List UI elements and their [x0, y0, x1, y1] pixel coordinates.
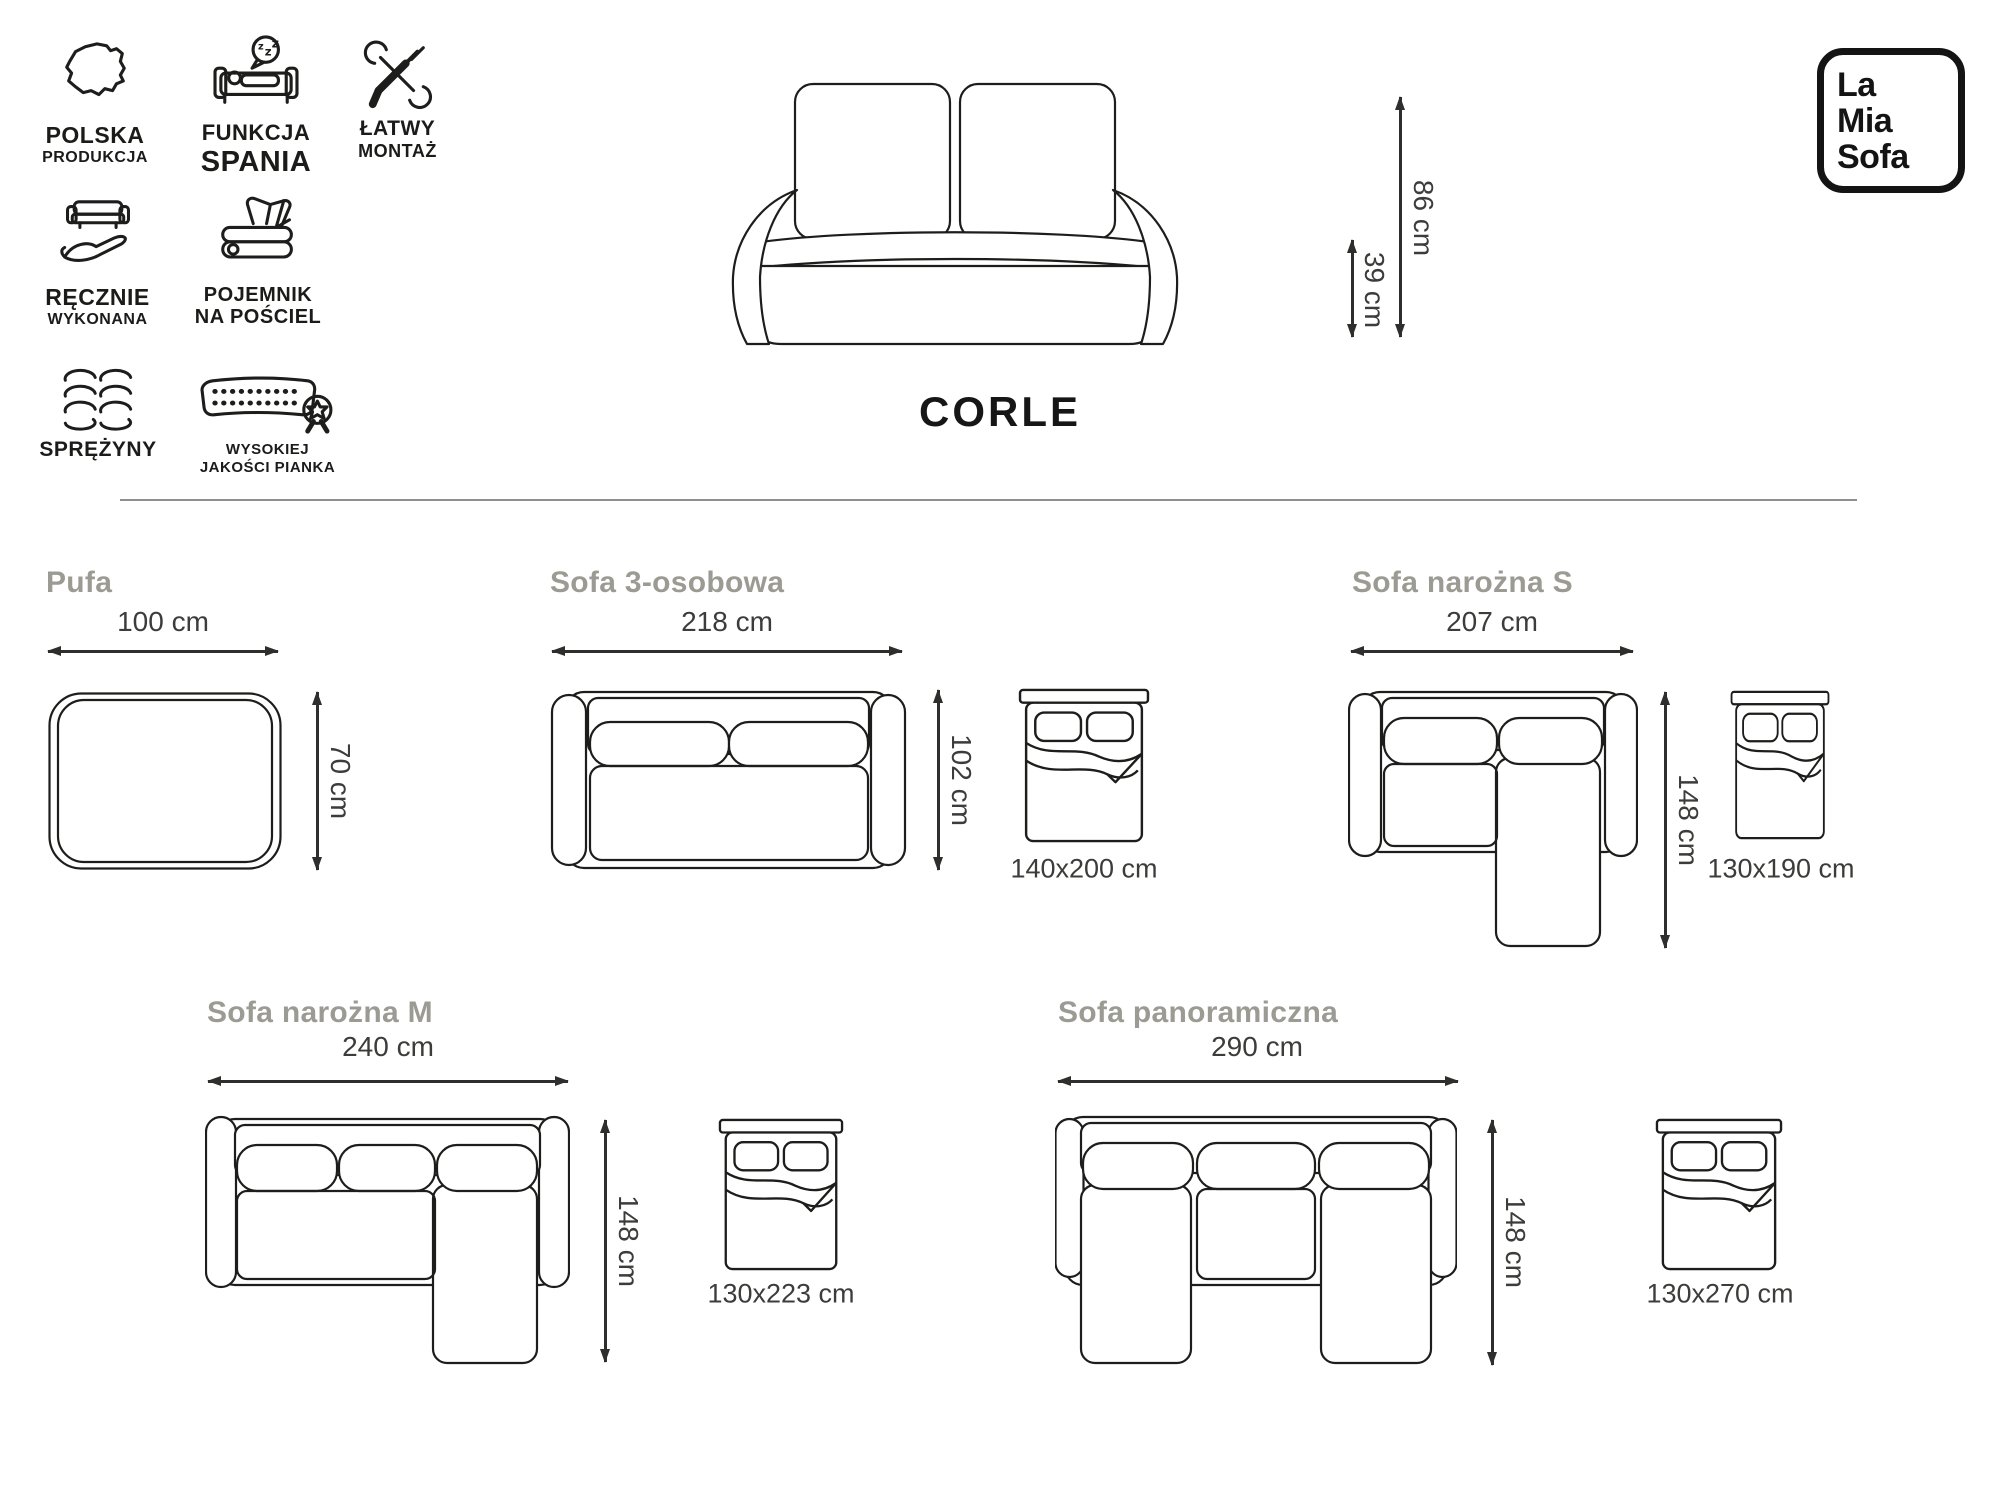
- variant-title-sofa-3: Sofa 3-osobowa: [550, 566, 785, 599]
- svg-text:z: z: [264, 44, 272, 59]
- handmade-icon: [55, 198, 141, 278]
- feature-label: FUNKCJA: [201, 120, 311, 145]
- svg-text:z: z: [271, 35, 280, 51]
- feature-label: RĘCZNIE: [45, 284, 150, 310]
- variant-title-narozna-s: Sofa narożna S: [1352, 566, 1573, 599]
- sofa3-top-view-drawing: [550, 688, 907, 872]
- pano-width-label: 290 cm: [1211, 1031, 1303, 1062]
- pano-depth-arrow: [1491, 1120, 1494, 1365]
- feature-label: WYSOKIEJ: [225, 441, 310, 458]
- naroznam-bed-icon: [718, 1118, 844, 1271]
- pufa-depth-label: 70 cm: [325, 742, 356, 820]
- variant-title-panoramiczna: Sofa panoramiczna: [1058, 996, 1339, 1029]
- feature-sublabel: SPANIA: [200, 145, 312, 178]
- section-divider: [120, 499, 1857, 501]
- feature-sublabel: WYKONANA: [47, 310, 148, 328]
- feature-sprezyny: [18, 365, 178, 462]
- sofa3-depth-label: 102 cm: [946, 734, 977, 826]
- total-height-arrow: [1399, 97, 1402, 337]
- poland-map-icon: [56, 38, 134, 116]
- variant-title-narozna-m: Sofa narożna M: [207, 996, 433, 1029]
- brand-logo: [1817, 48, 1965, 193]
- feature-recznie-wykonana: [15, 198, 180, 329]
- svg-text:z: z: [257, 41, 264, 53]
- naroznam-depth-label: 148 cm: [613, 1195, 644, 1287]
- pano-top-view-drawing: [1055, 1115, 1457, 1367]
- naroznas-bed-label: 130x190 cm: [1707, 853, 1855, 884]
- springs-icon: [56, 365, 140, 431]
- feature-label: SPRĘŻYNY: [39, 438, 157, 461]
- feature-funkcja-spania: [172, 34, 340, 179]
- naroznam-depth-arrow: [604, 1120, 607, 1362]
- pano-bed-icon: [1655, 1118, 1783, 1271]
- seat-height-label: 39 cm: [1359, 251, 1390, 329]
- naroznas-depth-label: 148 cm: [1673, 774, 1704, 866]
- feature-label: POLSKA: [45, 122, 145, 148]
- naroznam-width-arrow: [208, 1080, 568, 1083]
- assembly-tools-icon: [363, 40, 433, 110]
- feature-sublabel: PRODUKCJA: [42, 148, 148, 166]
- variant-title-pufa: Pufa: [46, 566, 113, 599]
- pufa-width-arrow: [48, 650, 278, 653]
- product-name: CORLE: [919, 388, 1081, 435]
- feature-polska-produkcja: [15, 38, 175, 167]
- pano-bed-label: 130x270 cm: [1646, 1278, 1794, 1309]
- sofa3-bed-icon: [1018, 688, 1150, 843]
- naroznas-width-label: 207 cm: [1446, 606, 1538, 637]
- bedding-container-icon: [215, 195, 301, 277]
- logo-line-3: Sofa: [1837, 137, 1909, 176]
- naroznas-depth-arrow: [1664, 692, 1667, 948]
- pufa-depth-arrow: [316, 692, 319, 870]
- sleep-function-icon: [211, 34, 301, 114]
- seat-height-arrow: [1351, 240, 1354, 337]
- sofa3-width-label: 218 cm: [681, 606, 773, 637]
- feature-sublabel: JAKOŚCI PIANKA: [199, 458, 336, 476]
- naroznas-bed-icon: [1730, 690, 1830, 840]
- feature-sublabel: MONTAŻ: [358, 140, 437, 161]
- sofa3-bed-label: 140x200 cm: [1010, 853, 1158, 884]
- logo-line-2: Mia: [1837, 101, 1893, 140]
- total-height-label: 86 cm: [1408, 179, 1439, 257]
- naroznam-width-label: 240 cm: [342, 1031, 434, 1062]
- foam-quality-icon: [198, 375, 338, 435]
- sofa3-width-arrow: [552, 650, 902, 653]
- naroznas-width-arrow: [1351, 650, 1633, 653]
- naroznam-top-view-drawing: [205, 1115, 570, 1367]
- naroznam-bed-label: 130x223 cm: [707, 1278, 855, 1309]
- feature-label: POJEMNIK: [203, 284, 313, 306]
- sofa3-depth-arrow: [937, 690, 940, 870]
- pano-width-arrow: [1058, 1080, 1458, 1083]
- naroznas-top-view-drawing: [1348, 688, 1638, 950]
- pufa-width-label: 100 cm: [117, 606, 209, 637]
- feature-latwy-montaz: [320, 40, 475, 161]
- feature-sublabel: NA POŚCIEL: [194, 306, 322, 329]
- feature-wysokiej-jakosci-pianka: [175, 375, 360, 476]
- pufa-top-view-drawing: [48, 692, 282, 870]
- feature-pojemnik-na-posciel: [168, 195, 348, 329]
- logo-line-1: La: [1837, 65, 1876, 104]
- pano-depth-label: 148 cm: [1500, 1196, 1531, 1288]
- feature-label: ŁATWY: [359, 117, 436, 140]
- sofa-front-view-drawing: [705, 72, 1205, 352]
